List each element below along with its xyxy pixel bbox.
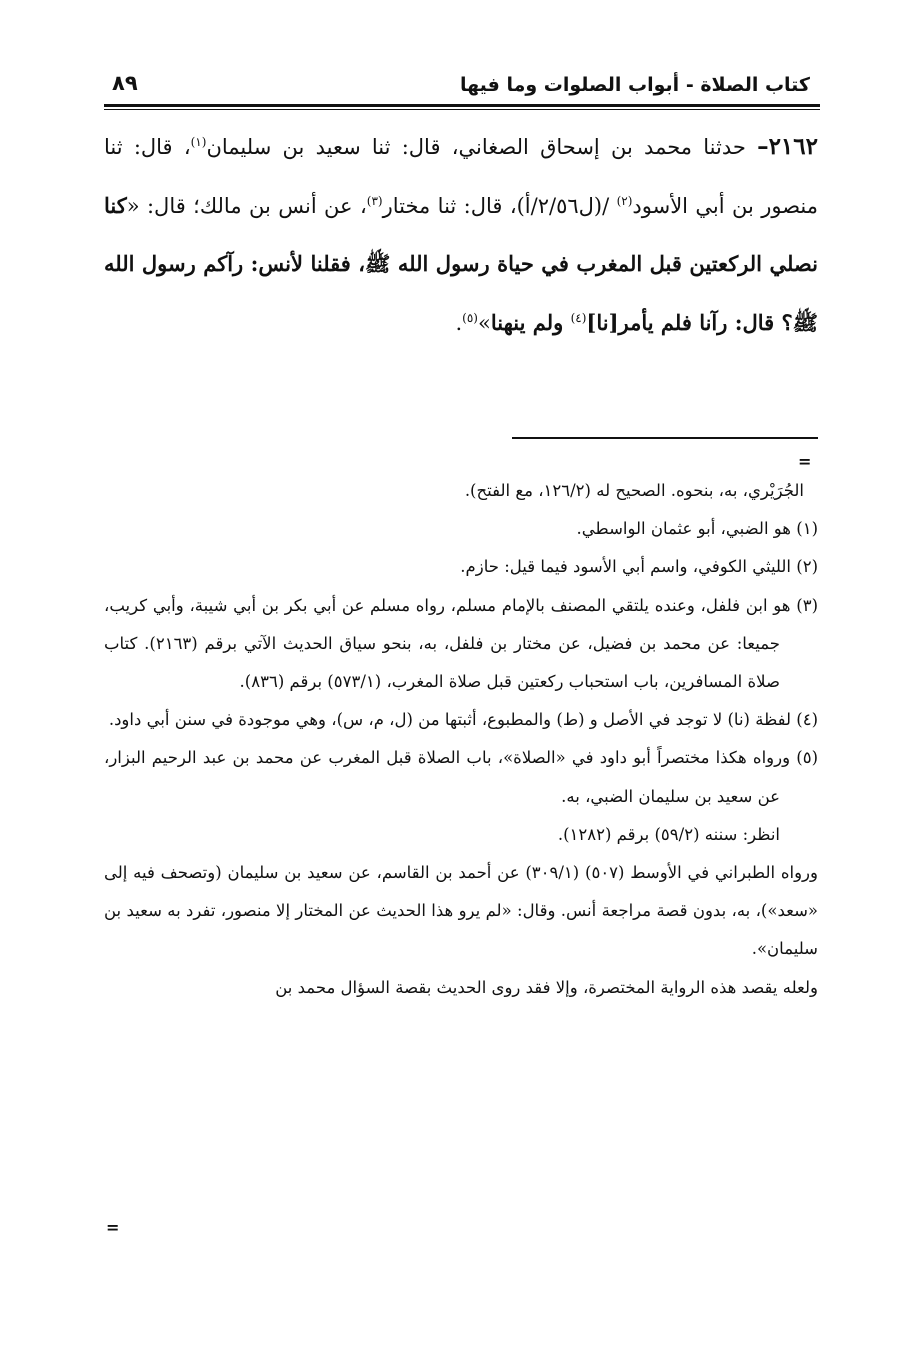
footnote-3: (٣) هو ابن فلفل، وعنده يلتقي المصنف بالإمام مسلم، رواه مسلم عن أبي بكر بن أبي شيبة، وأبي كريب، جميعا: عن محمد بن فضيل، عن مختار بن فلفل، به، بنحو سياق الحديث الآتي برقم (٢١٦٣). كتاب صلاة المسافرين، باب استحباب ركعتين قبل صلاة المغرب، (٥٧٣/١) برقم (٨٣٦).	[104, 595, 818, 692]
header-rule-thick	[104, 104, 820, 107]
continuation-mark-bottom: =	[106, 1218, 120, 1237]
hadith-dash: –	[757, 133, 769, 160]
page-number: ٨٩	[112, 71, 138, 95]
hadith-matn-bold-1: كنا نصلي الركعتين قبل المغرب في حياة رسول الله ﷺ، فقلنا لأنس: رآكم رسول الله ﷺ؟ قال: رآنا فلم يأمر[نا]	[104, 192, 818, 335]
header-separator: -	[685, 74, 694, 96]
hadith-text-3: /(ل٢/٥٦/أ)، قال: ثنا مختار	[382, 193, 617, 218]
footnote-5-reference: انظر: سننه (٥٩/٢) برقم (١٢٨٢).	[557, 824, 780, 844]
hadith-text-5: »	[477, 310, 491, 335]
footnote-1: (١) هو الضبي، أبو عثمان الواسطي.	[576, 519, 818, 539]
hadith-paragraph	[104, 118, 818, 352]
footnote-ref-4: (٤)	[570, 310, 587, 325]
hadith-text-2: ، قال: ثنا منصور بن أبي الأسود	[104, 135, 819, 218]
header-rule-thin	[104, 109, 820, 110]
footnote-tabarani-paragraph: ورواه الطبراني في الأوسط (٥٠٧) (٣٠٩/١) عن أحمد بن القاسم، عن سعيد بن سليمان (وتصحف فيه إلى «سعد»)، به، بدون قصة مراجعة أنس. وقال: «لم يرو هذا الحديث عن المختار إلا منصور، تفرد به سعيد بن سليمان».	[104, 863, 818, 959]
footnote-ref-3: (٣)	[366, 193, 383, 208]
footnote-ref-1: (١)	[190, 135, 207, 149]
hadith-text-4: ، عن أنس بن مالك؛ قال: «	[126, 193, 367, 218]
hadith-number: ٢١٦٢	[768, 133, 818, 160]
continuation-mark-top: =	[798, 452, 812, 471]
footnote-2: (٢) الليثي الكوفي، واسم أبي الأسود فيما قيل: حازم.	[460, 557, 818, 577]
footnotes	[104, 472, 818, 1007]
footnote-separator	[512, 437, 818, 439]
footnote-5: (٥) ورواه هكذا مختصراً أبو داود في «الصلاة»، باب الصلاة قبل المغرب عن محمد بن عبد الرحيم البزار، عن سعيد بن سليمان الضبي، به.	[104, 748, 818, 806]
chapter-title: أبواب الصلوات وما فيها	[459, 74, 680, 96]
running-header	[225, 68, 810, 102]
hadith-matn-bold-2: ولم ينهنا	[490, 309, 571, 335]
footnote-ref-5: (٥)	[462, 310, 478, 325]
hadith-text	[104, 118, 818, 352]
footnote-ref-2: (٢)	[616, 193, 633, 208]
footnote-4: (٤) لفظة (نا) لا توجد في الأصل و (ط) والمطبوع، أثبتها من (ل، م، س)، وهي موجودة في سنن أبي داود.	[108, 710, 818, 730]
footnote-last-paragraph: ولعله يقصد هذه الرواية المختصرة، وإلا فقد روى الحديث بقصة السؤال محمد بن	[275, 977, 818, 997]
hadith-text-1: حدثنا محمد بن إسحاق الصغاني، قال: ثنا سعيد بن سليمان	[206, 135, 758, 159]
footnote-continued: الجُرَيْري، به، بنحوه. الصحيح له (١٢٦/٢، مع الفتح).	[464, 481, 804, 500]
book-title: كتاب الصلاة	[700, 74, 810, 96]
hadith-text-6: .	[455, 310, 463, 335]
